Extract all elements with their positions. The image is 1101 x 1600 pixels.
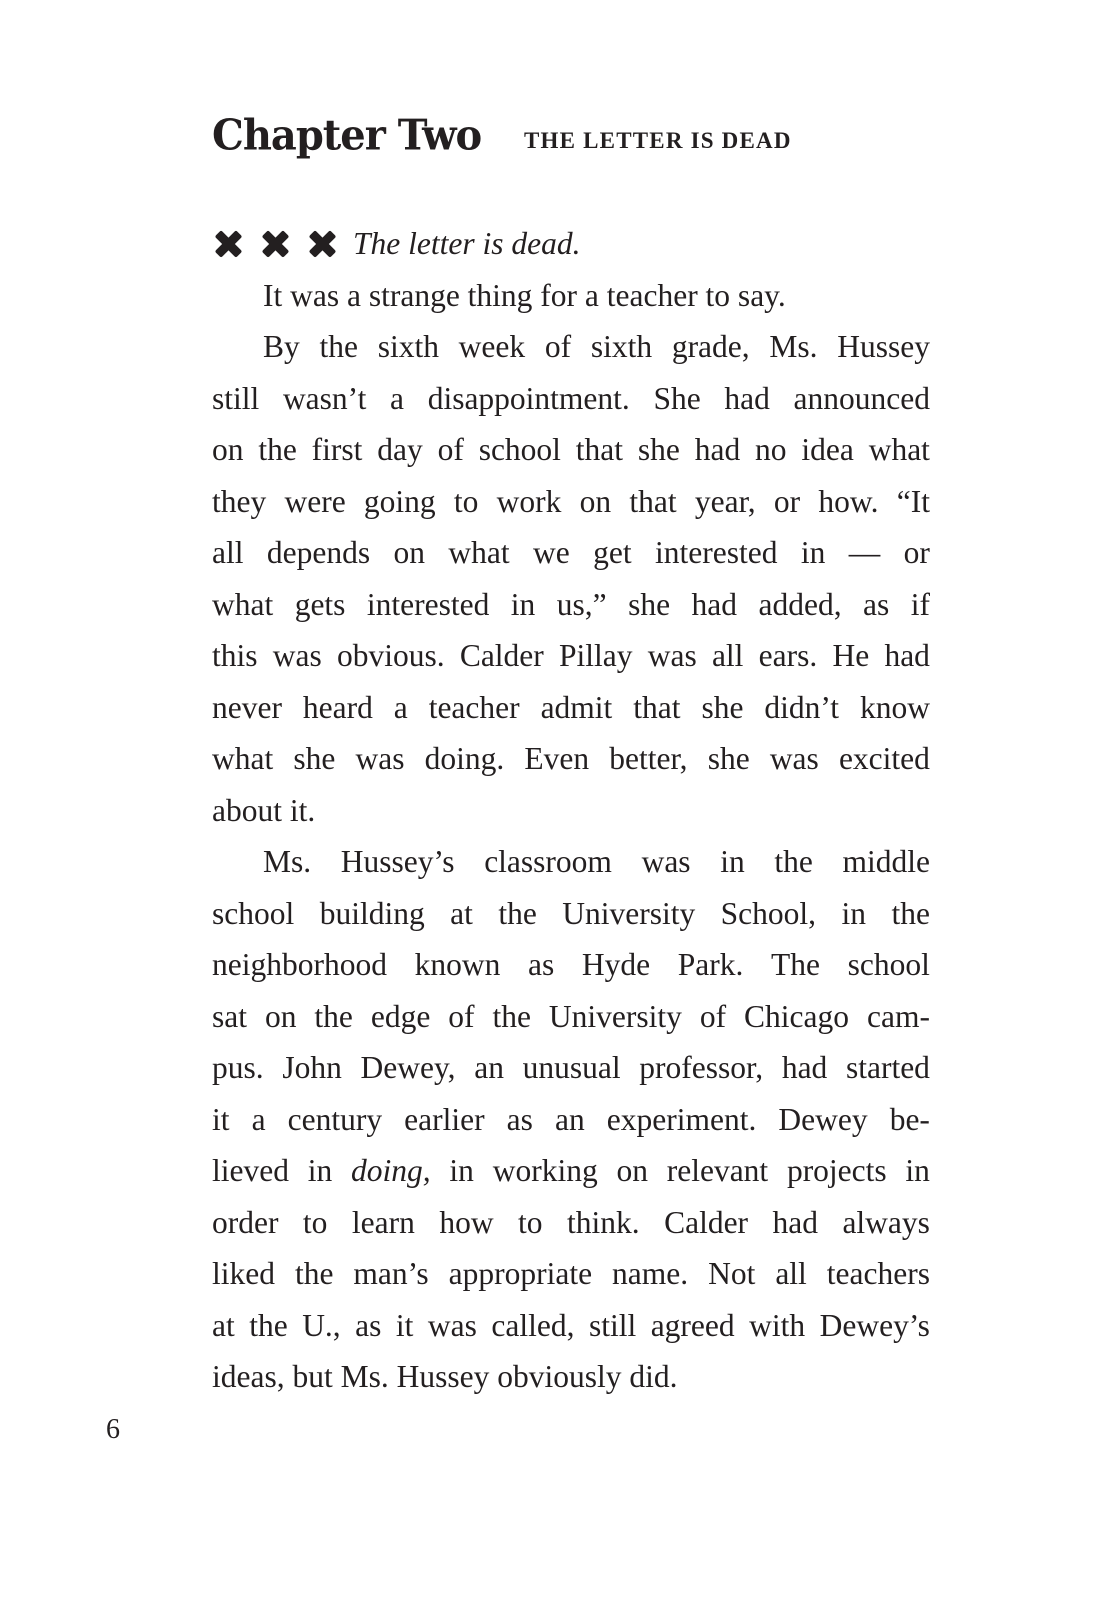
word: edge — [370, 998, 431, 1034]
text-line — [212, 836, 930, 888]
text-line — [212, 1248, 930, 1300]
word: think. — [566, 1204, 640, 1240]
word: in — [307, 1153, 333, 1188]
text-line — [212, 1042, 930, 1094]
x-mark-icon — [259, 228, 291, 260]
word: that — [575, 432, 624, 467]
word: in — [841, 895, 866, 931]
word: be- — [889, 1101, 930, 1137]
word: that — [629, 483, 677, 519]
word: all — [711, 638, 744, 673]
word: projects — [786, 1153, 887, 1188]
word: in — [800, 535, 826, 570]
word: order — [212, 1204, 279, 1240]
word: sixth — [377, 329, 439, 364]
word: Hyde — [581, 947, 651, 982]
word: depends — [266, 535, 371, 570]
word: always — [842, 1204, 930, 1240]
word: an — [554, 1101, 585, 1137]
word: better, — [609, 741, 688, 776]
text-line — [212, 939, 930, 991]
word: going — [363, 483, 436, 519]
word: “It — [896, 483, 930, 519]
word: Dewey’s — [819, 1307, 930, 1343]
word: they — [212, 483, 267, 519]
word: first — [311, 432, 363, 467]
word: still — [212, 380, 260, 416]
word: it — [212, 1101, 230, 1137]
chapter-number: Chapter Two — [212, 110, 482, 161]
paragraph-lines — [212, 270, 930, 1403]
word: classroom — [484, 844, 612, 879]
word: the — [498, 895, 537, 931]
word: By — [263, 329, 300, 364]
word: as — [355, 1307, 382, 1343]
word: was — [355, 741, 405, 776]
word: know — [860, 689, 930, 725]
word: name. — [612, 1256, 689, 1291]
text-line — [212, 1094, 930, 1146]
word: work — [496, 483, 562, 519]
word: a — [251, 1101, 266, 1137]
word: was — [647, 638, 697, 673]
word: school — [212, 895, 295, 931]
word: man’s — [353, 1256, 429, 1291]
word: excited — [838, 741, 930, 776]
word: as — [863, 586, 890, 622]
text-line — [212, 1300, 930, 1352]
word: Park. — [677, 947, 744, 982]
text-line — [212, 888, 930, 940]
word: University — [562, 895, 696, 931]
word: University — [548, 998, 682, 1034]
word: middle — [842, 844, 930, 879]
word: didn’t — [764, 689, 840, 725]
word: of — [448, 998, 475, 1034]
word: she — [701, 689, 744, 725]
word: He — [832, 638, 870, 673]
word: or — [903, 535, 930, 570]
section-lead-text: The letter is dead. — [353, 226, 581, 261]
word: heard — [302, 689, 373, 725]
word: the — [891, 895, 930, 931]
word: she — [628, 586, 671, 622]
word: school — [847, 947, 930, 982]
text-line — [212, 527, 930, 579]
text-line — [212, 682, 930, 734]
text-line — [212, 733, 930, 785]
word: cam- — [866, 998, 930, 1034]
text-line — [212, 476, 930, 528]
word: relevant — [666, 1153, 769, 1188]
word: at — [212, 1307, 235, 1343]
word: school — [478, 432, 561, 467]
word: all — [775, 1256, 807, 1291]
word: Calder — [459, 638, 544, 673]
word: U., — [302, 1307, 341, 1343]
word: teacher — [428, 689, 520, 725]
word: had — [724, 380, 770, 416]
word: known — [414, 947, 501, 982]
word: Dewey — [778, 1101, 868, 1137]
word: how. — [818, 483, 879, 519]
word: agreed — [650, 1307, 735, 1343]
word: Ms. — [769, 329, 818, 364]
word: on — [616, 1153, 648, 1188]
word: it — [395, 1307, 414, 1343]
word: the — [492, 998, 531, 1034]
word: gets — [294, 586, 346, 622]
word: experiment. — [606, 1101, 757, 1137]
word: She — [653, 380, 701, 416]
word: to — [302, 1204, 328, 1240]
section-lead-line — [212, 218, 930, 270]
word: Hussey — [837, 329, 930, 364]
word: an — [474, 1050, 504, 1085]
word: Hussey’s — [340, 844, 455, 879]
word: liked — [212, 1256, 275, 1291]
word: the — [314, 998, 353, 1034]
word: was — [769, 741, 819, 776]
text-line — [212, 270, 930, 322]
word: obvious. — [336, 638, 445, 673]
word: of — [699, 998, 727, 1034]
word: all — [212, 535, 244, 570]
word: sixth — [590, 329, 653, 364]
text-line — [212, 785, 930, 837]
word: admit — [540, 689, 613, 725]
word: she — [707, 741, 750, 776]
word: that — [633, 689, 681, 725]
chapter-header — [212, 108, 932, 168]
word: a — [393, 689, 408, 725]
word: what — [868, 432, 930, 467]
text-line — [212, 424, 930, 476]
word: we — [533, 535, 570, 570]
word: week — [458, 329, 526, 364]
word: learn — [351, 1204, 415, 1240]
word: the — [249, 1307, 288, 1343]
word: was — [427, 1307, 477, 1343]
word: doing. — [424, 741, 505, 776]
word: announced — [793, 380, 930, 416]
word: this — [212, 638, 258, 673]
word: on — [579, 483, 612, 519]
word: The — [771, 947, 821, 982]
text-line — [212, 1351, 930, 1403]
text-line — [212, 373, 930, 425]
word: started — [845, 1050, 930, 1085]
word: as — [506, 1101, 533, 1137]
word: the — [319, 329, 358, 364]
word: to — [518, 1204, 543, 1240]
word: on — [264, 998, 297, 1034]
word: what — [212, 741, 274, 776]
word: year, — [694, 483, 756, 519]
word: unusual — [522, 1050, 621, 1085]
word: Dewey, — [360, 1050, 456, 1085]
page-number: 6 — [106, 1414, 120, 1445]
word: appropriate — [448, 1256, 593, 1291]
x-mark-icon — [306, 228, 338, 260]
text-line — [212, 1197, 930, 1249]
word: the — [294, 1256, 334, 1291]
word: ears. — [758, 638, 818, 673]
chapter-title: THE LETTER IS DEAD — [524, 128, 792, 153]
text-line — [212, 1145, 930, 1197]
word: she — [293, 741, 336, 776]
word: day — [377, 432, 423, 467]
word: interested — [366, 586, 490, 622]
word: — — [848, 535, 881, 570]
word: sat — [212, 998, 247, 1034]
word: working — [492, 1153, 598, 1188]
word: called, — [491, 1307, 575, 1343]
word: was — [641, 844, 691, 879]
word: a — [390, 380, 405, 416]
x-mark-icon — [212, 228, 244, 260]
word: Not — [708, 1256, 756, 1291]
word: to — [453, 483, 479, 519]
word: in — [449, 1153, 474, 1188]
line-text: It was a strange thing for a teacher to say. — [263, 277, 786, 313]
word: doing, — [351, 1153, 431, 1188]
word: had — [781, 1050, 828, 1085]
word: on — [212, 432, 244, 467]
line-text: ideas, but Ms. Hussey obviously did. — [212, 1359, 678, 1394]
word: of — [544, 329, 572, 364]
word: if — [910, 586, 930, 622]
word: lieved — [212, 1153, 289, 1188]
word: added, — [758, 586, 842, 622]
word: Pillay — [559, 638, 633, 673]
word: still — [588, 1307, 637, 1343]
word: Ms. — [263, 844, 312, 879]
line-text: about it. — [212, 792, 316, 828]
word: Even — [524, 741, 590, 776]
word: Chicago — [744, 998, 850, 1034]
word: in — [510, 586, 536, 622]
word: School, — [720, 895, 817, 931]
word: had — [691, 586, 738, 622]
word: at — [450, 895, 473, 931]
word: no — [755, 432, 787, 467]
word: building — [319, 895, 425, 931]
word: in — [720, 844, 745, 879]
word: the — [774, 844, 813, 879]
word: of — [437, 432, 464, 467]
word: never — [212, 689, 282, 725]
word: teachers — [826, 1256, 930, 1291]
word: wasn’t — [282, 380, 367, 416]
word: what — [448, 535, 510, 570]
word: had — [772, 1204, 818, 1240]
text-line — [212, 321, 930, 373]
body-text — [212, 218, 930, 1403]
word: the — [258, 432, 297, 467]
word: was — [272, 638, 322, 673]
word: earlier — [404, 1101, 485, 1137]
word: Calder — [664, 1204, 749, 1240]
word: interested — [655, 535, 778, 570]
text-line — [212, 579, 930, 631]
word: on — [393, 535, 426, 570]
word: as — [528, 947, 555, 982]
word: pus. — [212, 1050, 264, 1085]
word: had — [694, 432, 741, 467]
word: John — [282, 1050, 342, 1085]
word: century — [287, 1101, 383, 1137]
word: or — [773, 483, 801, 519]
word: professor, — [639, 1050, 764, 1085]
text-line — [212, 991, 930, 1043]
word: were — [284, 483, 346, 519]
word: she — [637, 432, 680, 467]
word: had — [884, 638, 930, 673]
word: grade, — [671, 329, 750, 364]
word: idea — [801, 432, 854, 467]
word: how — [439, 1204, 494, 1240]
word: us,” — [556, 586, 607, 622]
text-line — [212, 630, 930, 682]
word: disappointment. — [427, 380, 630, 416]
word: with — [749, 1307, 806, 1343]
word: in — [905, 1153, 930, 1188]
word: get — [593, 535, 632, 570]
word: what — [212, 586, 274, 622]
word: neighborhood — [212, 947, 387, 982]
